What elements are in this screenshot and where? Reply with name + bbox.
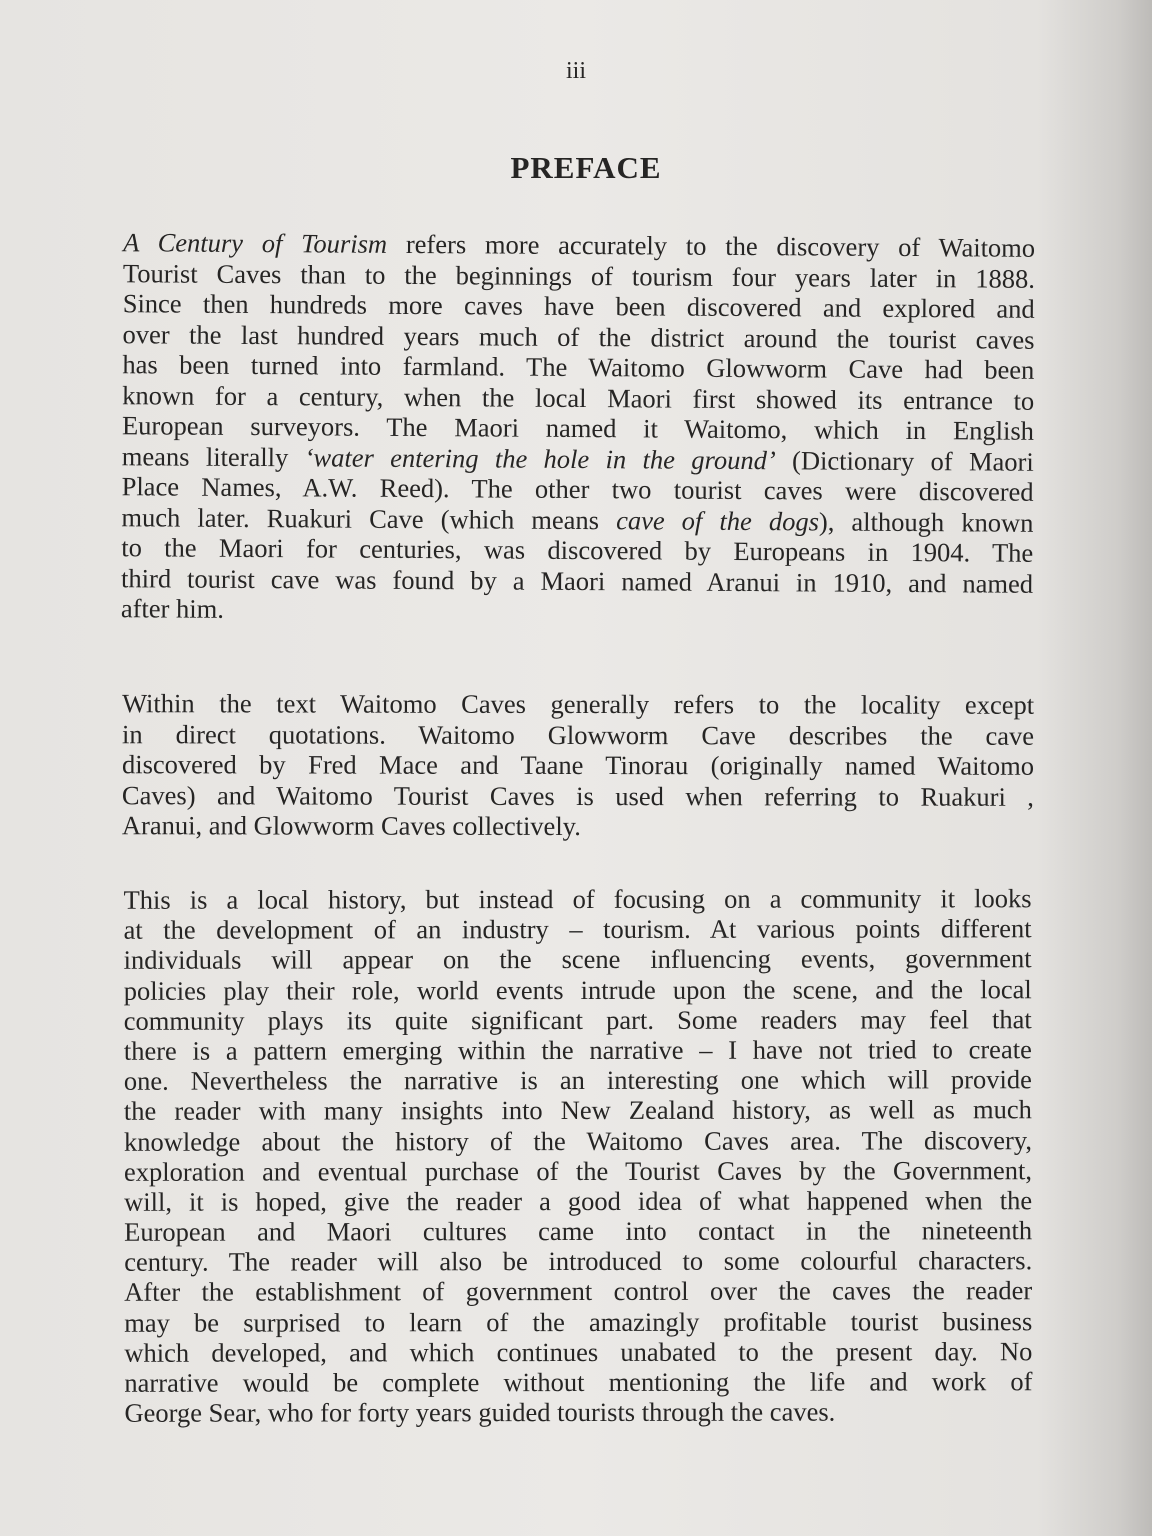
text-segment: individuals will appear on the scene influencing events, government bbox=[123, 943, 1032, 976]
paragraph-3 bbox=[124, 883, 1033, 1428]
text-segment: much later. Ruakuri Cave (which means bbox=[121, 501, 617, 535]
text-segment: ), although known bbox=[818, 505, 1034, 538]
text-segment: Within the text Waitomo Caves generally refers to the locality except bbox=[122, 688, 1035, 720]
text-segment: discovered by Fred Mace and Taane Tinorau (originally named Waitomo bbox=[121, 749, 1035, 781]
text-segment: at the development of an industry – tourism. At various points different bbox=[123, 913, 1032, 945]
text-line bbox=[124, 1155, 1032, 1187]
text-segment: European surveyors. The Maori named it Waitomo, which in English bbox=[121, 410, 1035, 446]
text-segment: after him. bbox=[120, 593, 224, 624]
text-line bbox=[124, 1095, 1032, 1127]
text-segment: one. Nevertheless the narrative is an interesting one which will provide bbox=[123, 1064, 1032, 1096]
page-title: PREFACE bbox=[510, 150, 662, 185]
text-segment: may be surprised to learn of the amazingly profitable tourist business bbox=[124, 1305, 1033, 1338]
text-segment: third tourist cave was found by a Maori named Aranui in 1910, and named bbox=[120, 562, 1034, 599]
paragraph-1 bbox=[121, 227, 1035, 629]
text-segment: Aranui, and Glowworm Caves collectively. bbox=[121, 810, 581, 842]
text-line bbox=[124, 1215, 1032, 1247]
text-line bbox=[124, 913, 1032, 945]
text-segment: in direct quotations. Waitomo Glowworm Cave describes the cave bbox=[122, 718, 1035, 751]
text-line bbox=[124, 1064, 1032, 1096]
text-line bbox=[124, 1245, 1032, 1277]
paragraph-2 bbox=[122, 688, 1034, 842]
text-line bbox=[124, 1185, 1032, 1217]
text-line bbox=[122, 780, 1034, 812]
text-segment: over the last hundred years much of the district around the tourist caves bbox=[122, 318, 1035, 355]
text-segment: knowledge about the history of the Waitomo Caves area. The discovery, bbox=[123, 1124, 1032, 1157]
text-segment: refers more accurately to the discovery of Waitomo bbox=[387, 228, 1036, 263]
italic-text: ‘water entering the hole in the ground’ bbox=[304, 441, 776, 475]
text-line bbox=[124, 1004, 1032, 1036]
italic-text: cave of the dogs bbox=[616, 504, 820, 536]
text-line bbox=[124, 1366, 1032, 1398]
text-line bbox=[124, 1034, 1032, 1066]
text-segment: Tourist Caves than to the beginnings of tourism four years later in 1888. bbox=[122, 257, 1036, 294]
text-line bbox=[122, 749, 1034, 781]
text-line bbox=[121, 563, 1033, 599]
text-line bbox=[124, 944, 1032, 976]
text-line bbox=[124, 1125, 1032, 1157]
text-line bbox=[124, 1276, 1032, 1308]
text-segment: Place Names, A.W. Reed). The other two tourist caves were discovered bbox=[121, 471, 1034, 507]
text-line bbox=[122, 810, 1034, 842]
text-segment: means literally bbox=[121, 440, 305, 472]
italic-text: A Century of Tourism bbox=[123, 227, 388, 259]
text-segment: This is a local history, but instead of focusing on a community it looks bbox=[123, 883, 1032, 915]
text-segment: (Dictionary of Maori bbox=[775, 444, 1034, 477]
text-segment: After the establishment of government control over the caves the reader bbox=[124, 1275, 1033, 1308]
text-line bbox=[122, 719, 1034, 751]
text-segment: community plays its quite significant part. Some readers may feel that bbox=[123, 1003, 1032, 1036]
text-segment: European and Maori cultures came into contact in the nineteenth bbox=[124, 1215, 1033, 1247]
text-segment: exploration and eventual purchase of the Tourist Caves by the Government, bbox=[124, 1154, 1033, 1187]
text-segment: has been turned into farmland. The Waitomo Glowworm Cave had been bbox=[122, 349, 1035, 385]
text-segment: Caves) and Waitomo Tourist Caves is used when referring to Ruakuri , bbox=[121, 779, 1034, 812]
text-segment: century. The reader will also be introduced to some colourful characters. bbox=[124, 1245, 1033, 1278]
text-segment: narrative would be complete without mentioning the life and work of bbox=[124, 1366, 1033, 1398]
text-line bbox=[124, 1336, 1032, 1368]
text-segment: known for a century, when the local Maori first showed its entrance to bbox=[122, 379, 1035, 416]
text-line bbox=[124, 883, 1032, 915]
text-segment: to the Maori for centuries, was discovered by Europeans in 1904. The bbox=[121, 532, 1034, 568]
text-segment: policies play their role, world events intrude upon the scene, and the local bbox=[123, 973, 1032, 1006]
text-segment: will, it is hoped, give the reader a good idea of what happened when the bbox=[124, 1185, 1033, 1217]
text-segment: George Sear, who for forty years guided tourists through the caves. bbox=[124, 1396, 836, 1428]
text-line bbox=[122, 688, 1034, 720]
text-line bbox=[124, 1396, 1032, 1428]
text-segment: there is a pattern emerging within the narrative – I have not tried to create bbox=[123, 1034, 1032, 1066]
text-line bbox=[124, 1306, 1032, 1338]
text-line bbox=[124, 974, 1032, 1006]
text-segment: which developed, and which continues unabated to the present day. No bbox=[124, 1336, 1033, 1368]
text-segment: the reader with many insights into New Zealand history, as well as much bbox=[123, 1094, 1032, 1127]
page-number: iii bbox=[565, 58, 586, 84]
text-segment: Since then hundreds more caves have been discovered and explored and bbox=[122, 288, 1035, 324]
text-line bbox=[121, 593, 1033, 629]
